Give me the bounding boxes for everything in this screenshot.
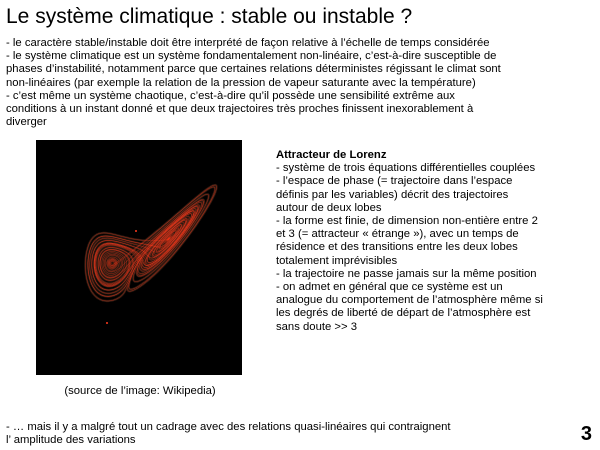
- lorenz-attractor-image: [36, 140, 242, 375]
- intro-line: phases d’instabilité, notamment parce que certaines relations déterministes régissant le climat sont: [6, 63, 501, 76]
- page-number: 3: [580, 423, 592, 445]
- lorenz-line: - système de trois équations différentielles couplées: [276, 162, 536, 175]
- stray-point: [135, 230, 137, 232]
- intro-line: - le caractère stable/instable doit être interprété de façon relative à l’échelle de temps considérée: [6, 37, 490, 49]
- lorenz-line: résidence et des transitions entre les deux lobes: [276, 241, 518, 254]
- lorenz-line: analogue du comportement de l’atmosphère même si: [276, 294, 543, 307]
- lorenz-line: - l’espace de phase (= trajectoire dans l’espace: [276, 175, 513, 188]
- image-caption: (source de l’image: Wikipedia): [64, 385, 216, 397]
- lorenz-attractor-plot: [36, 140, 242, 375]
- intro-line: conditions à un instant donné et que deux trajectoires très proches finissent inexorablement à: [6, 103, 474, 116]
- lorenz-line: les degrés de liberté de départ de l’atmosphère est: [276, 307, 531, 320]
- footer-line: - … mais il y a malgré tout un cadrage avec des relations quasi-linéaires qui contraignent: [6, 421, 451, 433]
- lorenz-line: autour de deux lobes: [276, 201, 382, 214]
- lorenz-line: et 3 (= attracteur « étrange »), avec un temps de: [276, 228, 519, 241]
- lorenz-line: - la trajectoire ne passe jamais sur la même position: [276, 267, 537, 280]
- footer-text: [6, 421, 546, 447]
- footer-line: l’ amplitude des variations: [6, 434, 136, 447]
- intro-line: - c’est même un système chaotique, c’est-à-dire qu’il possède une sensibilité extrême aux: [6, 89, 455, 102]
- lorenz-line: définis par les variables) décrit des trajectoires: [276, 188, 509, 201]
- lorenz-heading: Attracteur de Lorenz: [276, 149, 387, 161]
- intro-line: non-linéaires (par exemple la relation de la pression de vapeur saturante avec la température): [6, 76, 476, 89]
- lorenz-line: sans doute >> 3: [276, 320, 358, 333]
- intro-text: [6, 37, 596, 129]
- lorenz-line: - la forme est finie, de dimension non-entière entre 2: [276, 215, 538, 228]
- intro-line: diverger: [6, 116, 47, 129]
- lorenz-description: [276, 149, 596, 334]
- stray-point: [106, 322, 108, 324]
- slide-title: Le système climatique : stable ou instable ?: [6, 5, 413, 28]
- intro-line: - le système climatique est un système fondamentalement non-linéaire, c’est-à-dire susceptible de: [6, 50, 497, 63]
- lorenz-line: totalement imprévisibles: [276, 254, 398, 267]
- lorenz-line: - on admet en général que ce système est un: [276, 281, 503, 294]
